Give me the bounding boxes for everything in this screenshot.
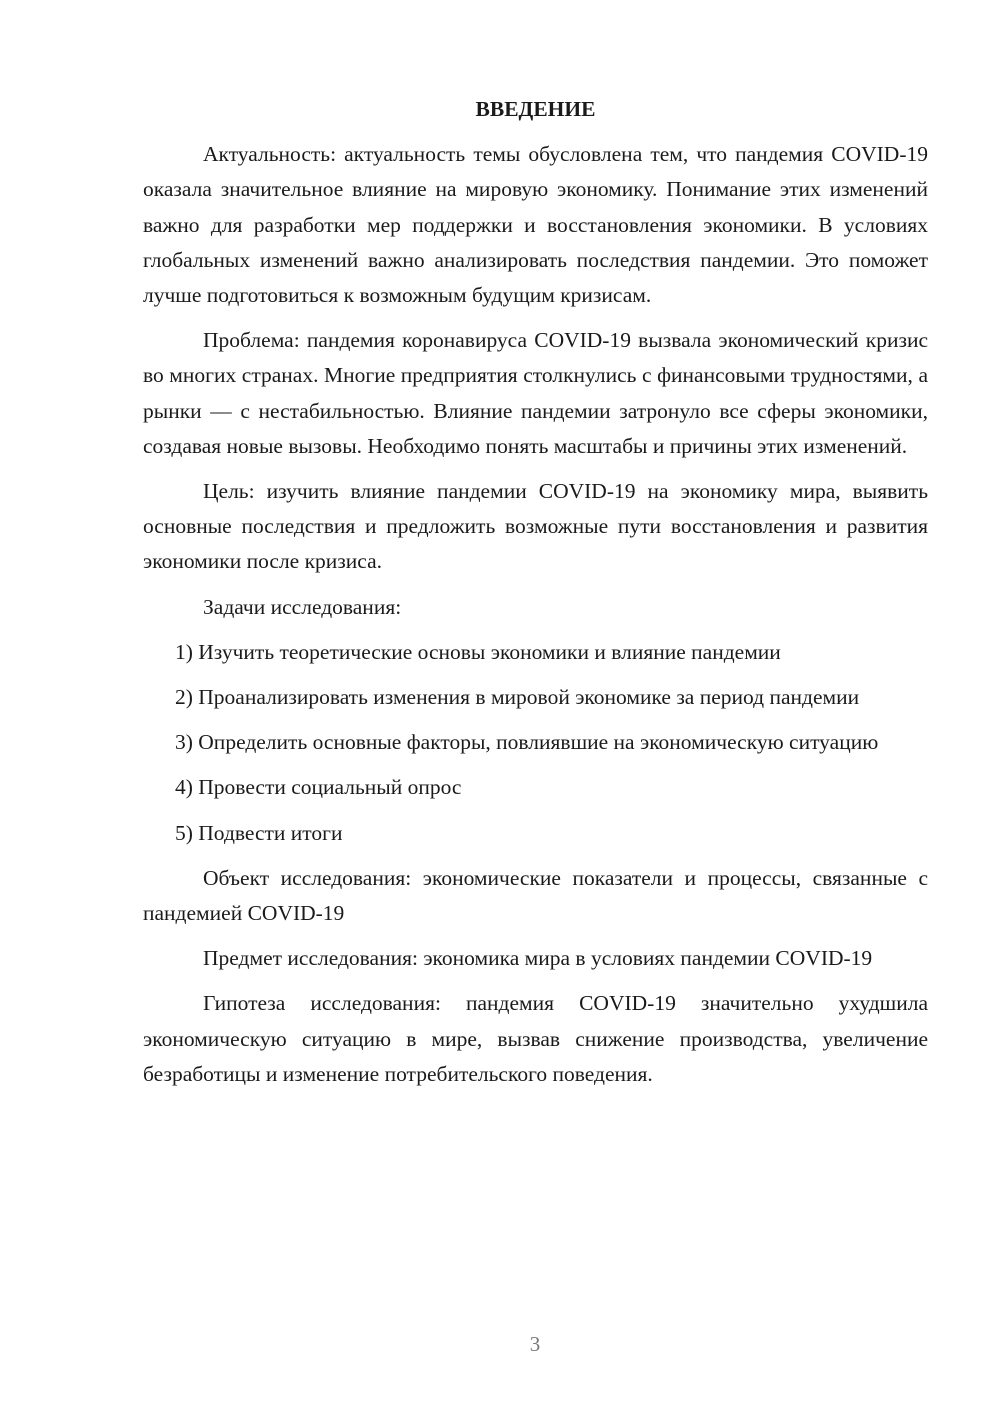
tasks-list [143, 635, 928, 851]
list-item: 1) Изучить теоретические основы экономики и влияние пандемии [175, 639, 781, 664]
list-item: 5) Подвести итоги [175, 820, 343, 845]
relevance-paragraph: Актуальность: актуальность темы обусловлена тем, что пандемия COVID-19 оказала значительное влияние на мировую экономику. Понимание этих изменений важно для разработки мер поддержки и восстановления экономики. В условиях глобальных изменений важно анализировать последствия пандемии. Это поможет лучше подготовиться к возможным будущим кризисам. [143, 142, 928, 308]
object-paragraph: Объект исследования: экономические показатели и процессы, связанные с пандемией COVID-19 [143, 865, 928, 926]
page-title: ВВЕДЕНИЕ [475, 97, 596, 121]
hypothesis-paragraph: Гипотеза исследования: пандемия COVID-19 значительно ухудшила экономическую ситуацию в мире, вызвав снижение производства, увеличение безработицы и изменение потребительского поведения. [143, 991, 928, 1086]
tasks-heading: Задачи исследования: [203, 594, 402, 619]
page-number: 3 [529, 1332, 541, 1356]
goal-paragraph: Цель: изучить влияние пандемии COVID-19 на экономику мира, выявить основные последствия и предложить возможные пути восстановления и развития экономики после кризиса. [143, 479, 928, 574]
problem-paragraph: Проблема: пандемия коронавируса COVID-19 вызвала экономический кризис во многих странах. Многие предприятия столкнулись с финансовыми трудностями, а рынки — с нестабильностью. Влияние пандемии затронуло все сферы экономики, создавая новые вызовы. Необходимо понять масштабы и причины этих изменений. [143, 328, 928, 458]
list-item: 2) Проанализировать изменения в мировой экономике за период пандемии [175, 685, 860, 710]
document-page [143, 92, 928, 1102]
list-item: 4) Провести социальный опрос [175, 775, 462, 800]
list-item: 3) Определить основные факторы, повлиявшие на экономическую ситуацию [175, 730, 879, 755]
subject-paragraph: Предмет исследования: экономика мира в условиях пандемии COVID-19 [203, 946, 873, 971]
